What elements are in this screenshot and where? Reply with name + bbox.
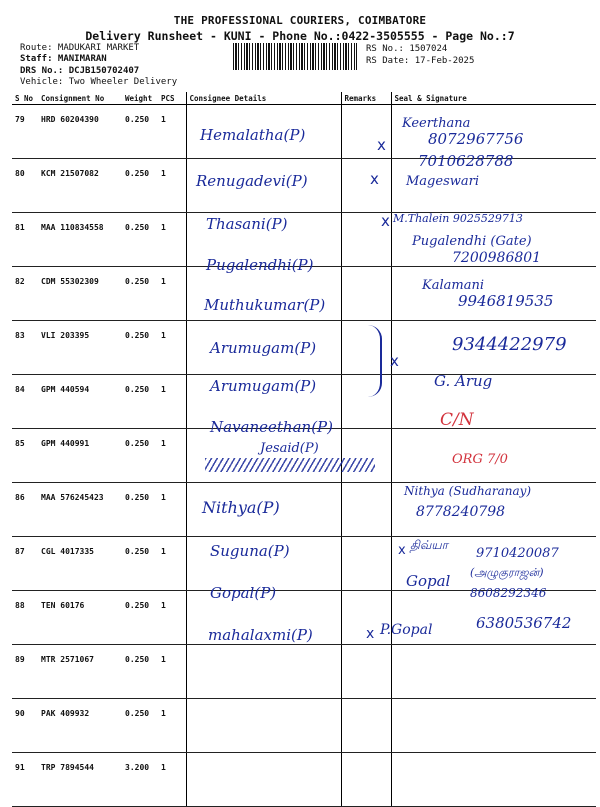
col-header-sno: S No [12,92,38,105]
row-pcs: 1 [158,321,186,375]
row-consignee [186,699,341,753]
row-signature [391,375,596,429]
row-consignment: MAA 110834558 [38,213,122,267]
phone-number: 7010628788 [418,152,514,170]
handwritten-consignee: Hemalatha(P) [200,126,306,144]
row-consignment: VLI 203395 [38,321,122,375]
cross-mark: x [398,543,406,558]
remark-mark: C/N [440,410,474,430]
row-weight: 0.250 [122,537,158,591]
row-sno: 81 [12,213,38,267]
phone-number: 9344422979 [452,334,567,355]
crossed-out-name [205,458,375,472]
row-sno: 84 [12,375,38,429]
handwritten-consignee: Gopal(P) [210,584,277,602]
row-pcs: 1 [158,699,186,753]
row-consignment: TRP 7894544 [38,753,122,807]
handwritten-consignee: mahalaxmi(P) [208,626,313,644]
row-sno: 89 [12,645,38,699]
signature-text: G. Arug [434,372,493,390]
row-sno: 91 [12,753,38,807]
signature-text: Pugalendhi (Gate) [412,234,532,249]
row-remarks [341,645,391,699]
row-remarks [341,483,391,537]
row-consignment: TEN 60176 [38,591,122,645]
row-sno: 80 [12,159,38,213]
row-pcs: 1 [158,213,186,267]
table-row [12,537,596,591]
table-row [12,699,596,753]
signature-text: Gopal [406,572,451,590]
handwritten-consignee: Jesaid(P) [260,441,319,456]
row-sno: 90 [12,699,38,753]
row-weight: 0.250 [122,645,158,699]
drs-number: DRS No.: DCJB150702407 [20,66,140,76]
handwritten-consignee: Arumugam(P) [210,377,317,395]
cross-mark: x [370,170,379,188]
row-remarks [341,537,391,591]
row-pcs: 1 [158,591,186,645]
row-pcs: 1 [158,483,186,537]
row-consignment: HRD 60204390 [38,105,122,159]
signature-text: Nithya (Sudharanay) [404,484,532,498]
row-weight: 0.250 [122,321,158,375]
row-pcs: 1 [158,537,186,591]
row-pcs: 1 [158,267,186,321]
signature-text: P.Gopal [380,622,433,638]
row-pcs: 1 [158,375,186,429]
route-label: Route: MADUKARI MARKET [20,43,140,53]
signature-text: M.Thalein 9025529713 [393,212,523,225]
col-header-pcs: PCS [158,92,186,105]
row-signature [391,645,596,699]
signature-text: Mageswari [406,174,479,189]
row-consignment: KCM 21507082 [38,159,122,213]
row-consignment: MAA 576245423 [38,483,122,537]
col-header-consignee: Consignee Details [186,92,341,105]
phone-number: 7200986801 [452,250,542,266]
row-sno: 86 [12,483,38,537]
row-pcs: 1 [158,645,186,699]
row-weight: 0.250 [122,483,158,537]
vehicle-label: Vehicle: Two Wheeler Delivery [20,77,178,87]
row-consignee [186,645,341,699]
row-consignment: GPM 440991 [38,429,122,483]
runsheet-title: Delivery Runsheet - KUNI - Phone No.:0422-3505555 - Page No.:7 [85,29,515,43]
staff-label: Staff: MANIMARAN [20,54,107,64]
signature-text: Keerthana [402,116,471,131]
cross-mark: x [390,352,399,370]
phone-number: 9710420087 [476,546,559,561]
col-header-weight: Weight [122,92,158,105]
row-weight: 3.200 [122,753,158,807]
row-consignment: PAK 409932 [38,699,122,753]
row-signature [391,753,596,807]
row-weight: 0.250 [122,267,158,321]
col-header-consignment: Consignment No [38,92,122,105]
row-sno: 79 [12,105,38,159]
row-pcs: 1 [158,105,186,159]
phone-number: 9946819535 [458,292,554,310]
signature-text: Kalamani [422,278,484,293]
cross-mark: x [377,136,386,154]
row-consignment: CGL 4017335 [38,537,122,591]
row-sno: 85 [12,429,38,483]
row-pcs: 1 [158,429,186,483]
remark-mark: ORG 7/0 [452,452,508,467]
phone-number: 6380536742 [476,614,572,632]
handwritten-consignee: Arumugam(P) [210,339,317,357]
handwritten-consignee: Renugadevi(P) [196,172,308,190]
company-name: THE PROFESSIONAL COURIERS, COIMBATORE [173,14,427,27]
handwritten-consignee: Muthukumar(P) [204,296,326,314]
row-remarks [341,753,391,807]
row-consignment: GPM 440594 [38,375,122,429]
row-sno: 88 [12,591,38,645]
rs-date: RS Date: 17-Feb-2025 [366,56,475,66]
row-weight: 0.250 [122,429,158,483]
col-header-seal: Seal & Signature [391,92,596,105]
handwritten-consignee: Pugalendhi(P) [206,256,314,274]
row-weight: 0.250 [122,105,158,159]
table-header-row [12,92,596,105]
handwritten-consignee: Suguna(P) [210,542,290,560]
row-signature [391,699,596,753]
table-row [12,753,596,807]
row-weight: 0.250 [122,375,158,429]
row-sno: 83 [12,321,38,375]
signature-text: திவ்யா [410,538,448,552]
signature-text: (அழுகுராஜன்) [470,566,544,579]
grouping-brace [366,325,382,397]
cross-mark: x [381,212,390,230]
handwritten-consignee: Navaneethan(P) [210,418,333,436]
row-consignment: CDM 55302309 [38,267,122,321]
row-remarks [341,267,391,321]
row-weight: 0.250 [122,213,158,267]
row-consignment: MTR 2571067 [38,645,122,699]
row-pcs: 1 [158,159,186,213]
barcode [233,43,357,70]
row-weight: 0.250 [122,591,158,645]
row-sno: 87 [12,537,38,591]
row-sno: 82 [12,267,38,321]
row-weight: 0.250 [122,159,158,213]
phone-number: 8608292346 [470,586,547,600]
row-consignee [186,753,341,807]
handwritten-consignee: Thasani(P) [206,215,288,233]
row-weight: 0.250 [122,699,158,753]
row-remarks [341,159,391,213]
row-pcs: 1 [158,753,186,807]
handwritten-consignee: Nithya(P) [202,498,280,517]
table-row [12,645,596,699]
phone-number: 8778240798 [416,504,506,520]
row-remarks [341,429,391,483]
col-header-remarks: Remarks [341,92,391,105]
rs-number: RS No.: 1507024 [366,44,448,54]
row-remarks [341,699,391,753]
cross-mark: x [366,626,375,642]
phone-number: 8072967756 [428,130,524,148]
